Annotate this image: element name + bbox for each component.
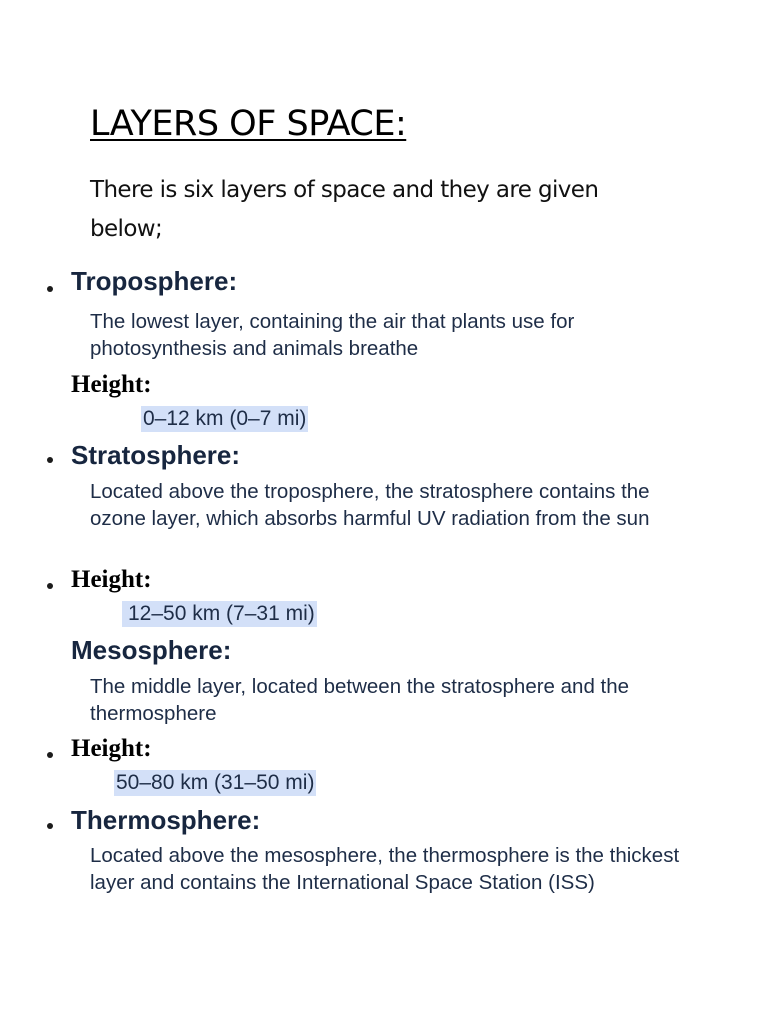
layer-description-troposphere: The lowest layer, containing the air that plants use for photosynthesis and animals breathe bbox=[90, 310, 575, 360]
bullet-dot bbox=[47, 457, 53, 463]
bullet-dot bbox=[47, 583, 53, 589]
height-label-stratosphere: Height: bbox=[71, 566, 152, 593]
height-label-troposphere: Height: bbox=[71, 371, 152, 398]
height-value-mesosphere: 50–80 km (31–50 mi) bbox=[116, 771, 315, 794]
layer-heading-stratosphere: Stratosphere: bbox=[71, 440, 241, 470]
bullet-dot bbox=[47, 286, 53, 292]
layer-heading-troposphere: Troposphere: bbox=[71, 266, 238, 296]
layer-heading-thermosphere: Thermosphere: bbox=[71, 805, 261, 835]
layer-heading-mesosphere: Mesosphere: bbox=[71, 635, 232, 665]
height-value-stratosphere: 12–50 km (7–31 mi) bbox=[122, 601, 317, 627]
intro-paragraph: There is six layers of space and they are given below; bbox=[90, 177, 599, 242]
layer-description-mesosphere: The middle layer, located between the stratosphere and the thermosphere bbox=[90, 675, 630, 725]
page-title: LAYERS OF SPACE: bbox=[90, 104, 407, 144]
layer-description-thermosphere: Located above the mesosphere, the thermosphere is the thickest layer and contains the International Space Station (ISS) bbox=[90, 844, 680, 894]
bullet-dot bbox=[47, 752, 53, 758]
bullet-dot bbox=[47, 823, 53, 829]
height-label-mesosphere: Height: bbox=[71, 735, 152, 762]
height-value-troposphere: 0–12 km (0–7 mi) bbox=[143, 407, 307, 430]
layer-description-stratosphere: Located above the troposphere, the stratosphere contains the ozone layer, which absorbs harmful UV radiation from the sun bbox=[90, 480, 650, 530]
